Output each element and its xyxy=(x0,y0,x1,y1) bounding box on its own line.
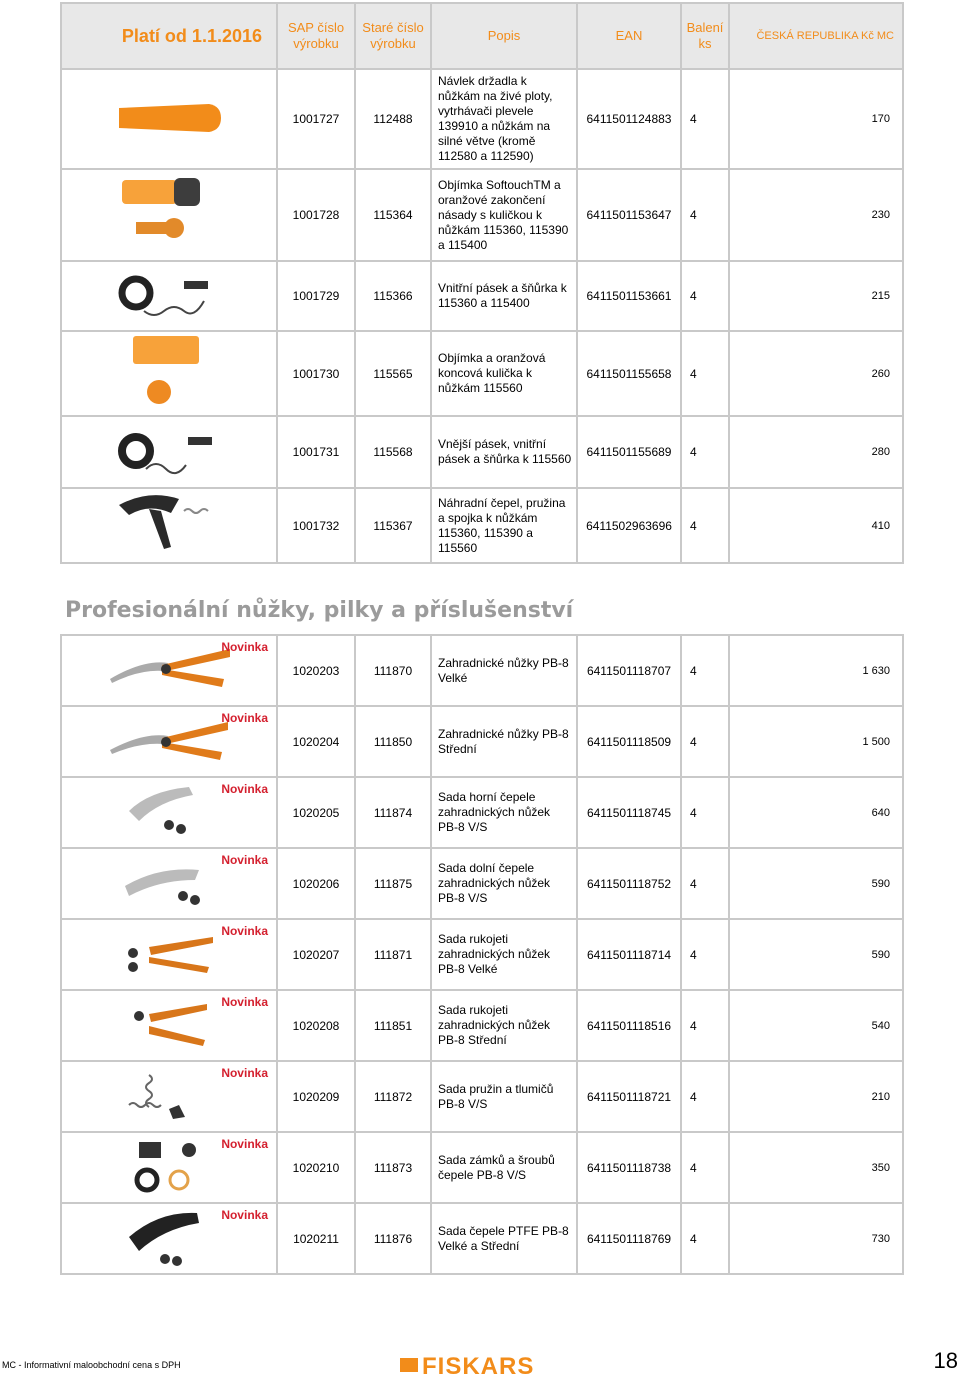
old-number: 111872 xyxy=(355,1061,431,1132)
description: Vnitřní pásek a šňůrka k 115360 a 115400 xyxy=(431,261,577,331)
pack-qty: 4 xyxy=(681,261,729,331)
ean-code: 6411501118707 xyxy=(577,635,681,706)
col-desc: Popis xyxy=(431,3,577,69)
sap-number: 1001727 xyxy=(277,69,355,169)
old-number: 111876 xyxy=(355,1203,431,1274)
product-image xyxy=(61,990,277,1061)
table-row-new xyxy=(61,1061,903,1132)
price: 590 xyxy=(729,919,903,990)
table-row xyxy=(61,69,903,169)
ean-code: 6411501118721 xyxy=(577,1061,681,1132)
col-old: Staré číslo výrobku xyxy=(355,3,431,69)
pack-qty: 4 xyxy=(681,69,729,169)
product-image xyxy=(61,777,277,848)
description: Sada pružin a tlumičů PB-8 V/S xyxy=(431,1061,577,1132)
product-image xyxy=(61,919,277,990)
header-row xyxy=(61,3,903,69)
table-row xyxy=(61,488,903,563)
description: Zahradnické nůžky PB-8 Střední xyxy=(431,706,577,777)
old-number: 115366 xyxy=(355,261,431,331)
pack-qty: 4 xyxy=(681,706,729,777)
sap-number: 1020207 xyxy=(277,919,355,990)
product-image xyxy=(61,169,277,261)
fiskars-logo xyxy=(400,1350,562,1380)
page-number: 18 xyxy=(933,1348,958,1373)
price-table-wrap xyxy=(60,2,902,1275)
pack-qty: 4 xyxy=(681,1061,729,1132)
product-image xyxy=(61,488,277,563)
description: Náhradní čepel, pružina a spojka k nůžkám 115360, 115390 a 115560 xyxy=(431,488,577,563)
table-row-new xyxy=(61,848,903,919)
novinka-badge: Novinka xyxy=(221,995,268,1009)
sap-number: 1001728 xyxy=(277,169,355,261)
old-number: 115568 xyxy=(355,416,431,488)
novinka-badge: Novinka xyxy=(221,1137,268,1151)
old-number: 111874 xyxy=(355,777,431,848)
old-number: 111870 xyxy=(355,635,431,706)
ean-code: 6411501118769 xyxy=(577,1203,681,1274)
ean-code: 6411501118714 xyxy=(577,919,681,990)
table-row-new xyxy=(61,635,903,706)
description: Sada rukojeti zahradnických nůžek PB-8 Střední xyxy=(431,990,577,1061)
pack-qty: 4 xyxy=(681,990,729,1061)
description: Objímka a oranžová koncová kulička k nůžkám 115560 xyxy=(431,331,577,416)
price: 590 xyxy=(729,848,903,919)
novinka-badge: Novinka xyxy=(221,1208,268,1222)
pack-qty: 4 xyxy=(681,777,729,848)
product-image xyxy=(61,1061,277,1132)
novinka-badge: Novinka xyxy=(221,640,268,654)
section-title: Profesionální nůžky, pilky a příslušenství xyxy=(65,597,574,623)
table-row xyxy=(61,261,903,331)
ean-code: 6411501118516 xyxy=(577,990,681,1061)
table-row-new xyxy=(61,1132,903,1203)
description: Sada rukojeti zahradnických nůžek PB-8 Velké xyxy=(431,919,577,990)
ean-code: 6411502963696 xyxy=(577,488,681,563)
description: Sada čepele PTFE PB-8 Velké a Střední xyxy=(431,1203,577,1274)
pack-qty: 4 xyxy=(681,416,729,488)
sap-number: 1020204 xyxy=(277,706,355,777)
sap-number: 1001732 xyxy=(277,488,355,563)
description: Vnější pásek, vnitřní pásek a šňůrka k 115560 xyxy=(431,416,577,488)
price-table xyxy=(60,2,904,1275)
pack-qty: 4 xyxy=(681,331,729,416)
sap-number: 1020210 xyxy=(277,1132,355,1203)
price: 640 xyxy=(729,777,903,848)
table-row-new xyxy=(61,990,903,1061)
sap-number: 1020208 xyxy=(277,990,355,1061)
col-ean: EAN xyxy=(577,3,681,69)
pack-qty: 4 xyxy=(681,1132,729,1203)
product-image xyxy=(61,635,277,706)
novinka-badge: Novinka xyxy=(221,711,268,725)
product-image xyxy=(61,706,277,777)
sap-number: 1001731 xyxy=(277,416,355,488)
ean-code: 6411501153647 xyxy=(577,169,681,261)
product-image xyxy=(61,1132,277,1203)
ean-code: 6411501118509 xyxy=(577,706,681,777)
old-number: 115367 xyxy=(355,488,431,563)
price: 1 630 xyxy=(729,635,903,706)
description: Sada zámků a šroubů čepele PB-8 V/S xyxy=(431,1132,577,1203)
col-qty: Balení ks xyxy=(681,3,729,69)
novinka-badge: Novinka xyxy=(221,782,268,796)
price: 730 xyxy=(729,1203,903,1274)
price: 170 xyxy=(729,69,903,169)
sap-number: 1001730 xyxy=(277,331,355,416)
sap-number: 1020209 xyxy=(277,1061,355,1132)
ean-code: 6411501155689 xyxy=(577,416,681,488)
col-price: ČESKÁ REPUBLIKA Kč MC xyxy=(729,3,903,69)
price: 215 xyxy=(729,261,903,331)
logo-text: FISKARS xyxy=(422,1353,535,1380)
old-number: 111850 xyxy=(355,706,431,777)
product-image xyxy=(61,331,277,416)
product-image xyxy=(61,1203,277,1274)
product-image xyxy=(61,416,277,488)
ean-code: 6411501124883 xyxy=(577,69,681,169)
pack-qty: 4 xyxy=(681,848,729,919)
sap-number: 1020203 xyxy=(277,635,355,706)
sap-number: 1020211 xyxy=(277,1203,355,1274)
ean-code: 6411501155658 xyxy=(577,331,681,416)
description: Zahradnické nůžky PB-8 Velké xyxy=(431,635,577,706)
table-row xyxy=(61,416,903,488)
description: Sada dolní čepele zahradnických nůžek PB-8 V/S xyxy=(431,848,577,919)
price: 410 xyxy=(729,488,903,563)
price: 210 xyxy=(729,1061,903,1132)
price: 1 500 xyxy=(729,706,903,777)
table-row xyxy=(61,331,903,416)
price: 350 xyxy=(729,1132,903,1203)
old-number: 115565 xyxy=(355,331,431,416)
novinka-badge: Novinka xyxy=(221,853,268,867)
ean-code: 6411501118745 xyxy=(577,777,681,848)
product-image xyxy=(61,848,277,919)
novinka-badge: Novinka xyxy=(221,1066,268,1080)
description: Návlek držadla k nůžkám na živé ploty, vytrhávači plevele 139910 a nůžkám na silné větve (kromě 112580 a 112590) xyxy=(431,69,577,169)
pack-qty: 4 xyxy=(681,488,729,563)
valid-from: Platí od 1.1.2016 xyxy=(61,3,277,69)
old-number: 111871 xyxy=(355,919,431,990)
price: 280 xyxy=(729,416,903,488)
ean-code: 6411501118752 xyxy=(577,848,681,919)
ean-code: 6411501153661 xyxy=(577,261,681,331)
pack-qty: 4 xyxy=(681,169,729,261)
product-image xyxy=(61,69,277,169)
table-row-new xyxy=(61,706,903,777)
description: Sada horní čepele zahradnických nůžek PB-8 V/S xyxy=(431,777,577,848)
table-row xyxy=(61,169,903,261)
old-number: 112488 xyxy=(355,69,431,169)
table-row-new xyxy=(61,777,903,848)
sap-number: 1001729 xyxy=(277,261,355,331)
footer-note: MC - Informativní maloobchodní cena s DPH xyxy=(2,1360,181,1370)
old-number: 115364 xyxy=(355,169,431,261)
novinka-badge: Novinka xyxy=(221,924,268,938)
table-row-new xyxy=(61,919,903,990)
old-number: 111873 xyxy=(355,1132,431,1203)
table-row-new xyxy=(61,1203,903,1274)
pack-qty: 4 xyxy=(681,1203,729,1274)
pack-qty: 4 xyxy=(681,919,729,990)
pack-qty: 4 xyxy=(681,635,729,706)
old-number: 111875 xyxy=(355,848,431,919)
price: 540 xyxy=(729,990,903,1061)
col-sap: SAP číslo výrobku xyxy=(277,3,355,69)
price: 260 xyxy=(729,331,903,416)
ean-code: 6411501118738 xyxy=(577,1132,681,1203)
price: 230 xyxy=(729,169,903,261)
sap-number: 1020206 xyxy=(277,848,355,919)
description: Objímka SoftouchTM a oranžové zakončení násady s kuličkou k nůžkám 115360, 115390 a 115400 xyxy=(431,169,577,261)
sap-number: 1020205 xyxy=(277,777,355,848)
old-number: 111851 xyxy=(355,990,431,1061)
product-image xyxy=(61,261,277,331)
